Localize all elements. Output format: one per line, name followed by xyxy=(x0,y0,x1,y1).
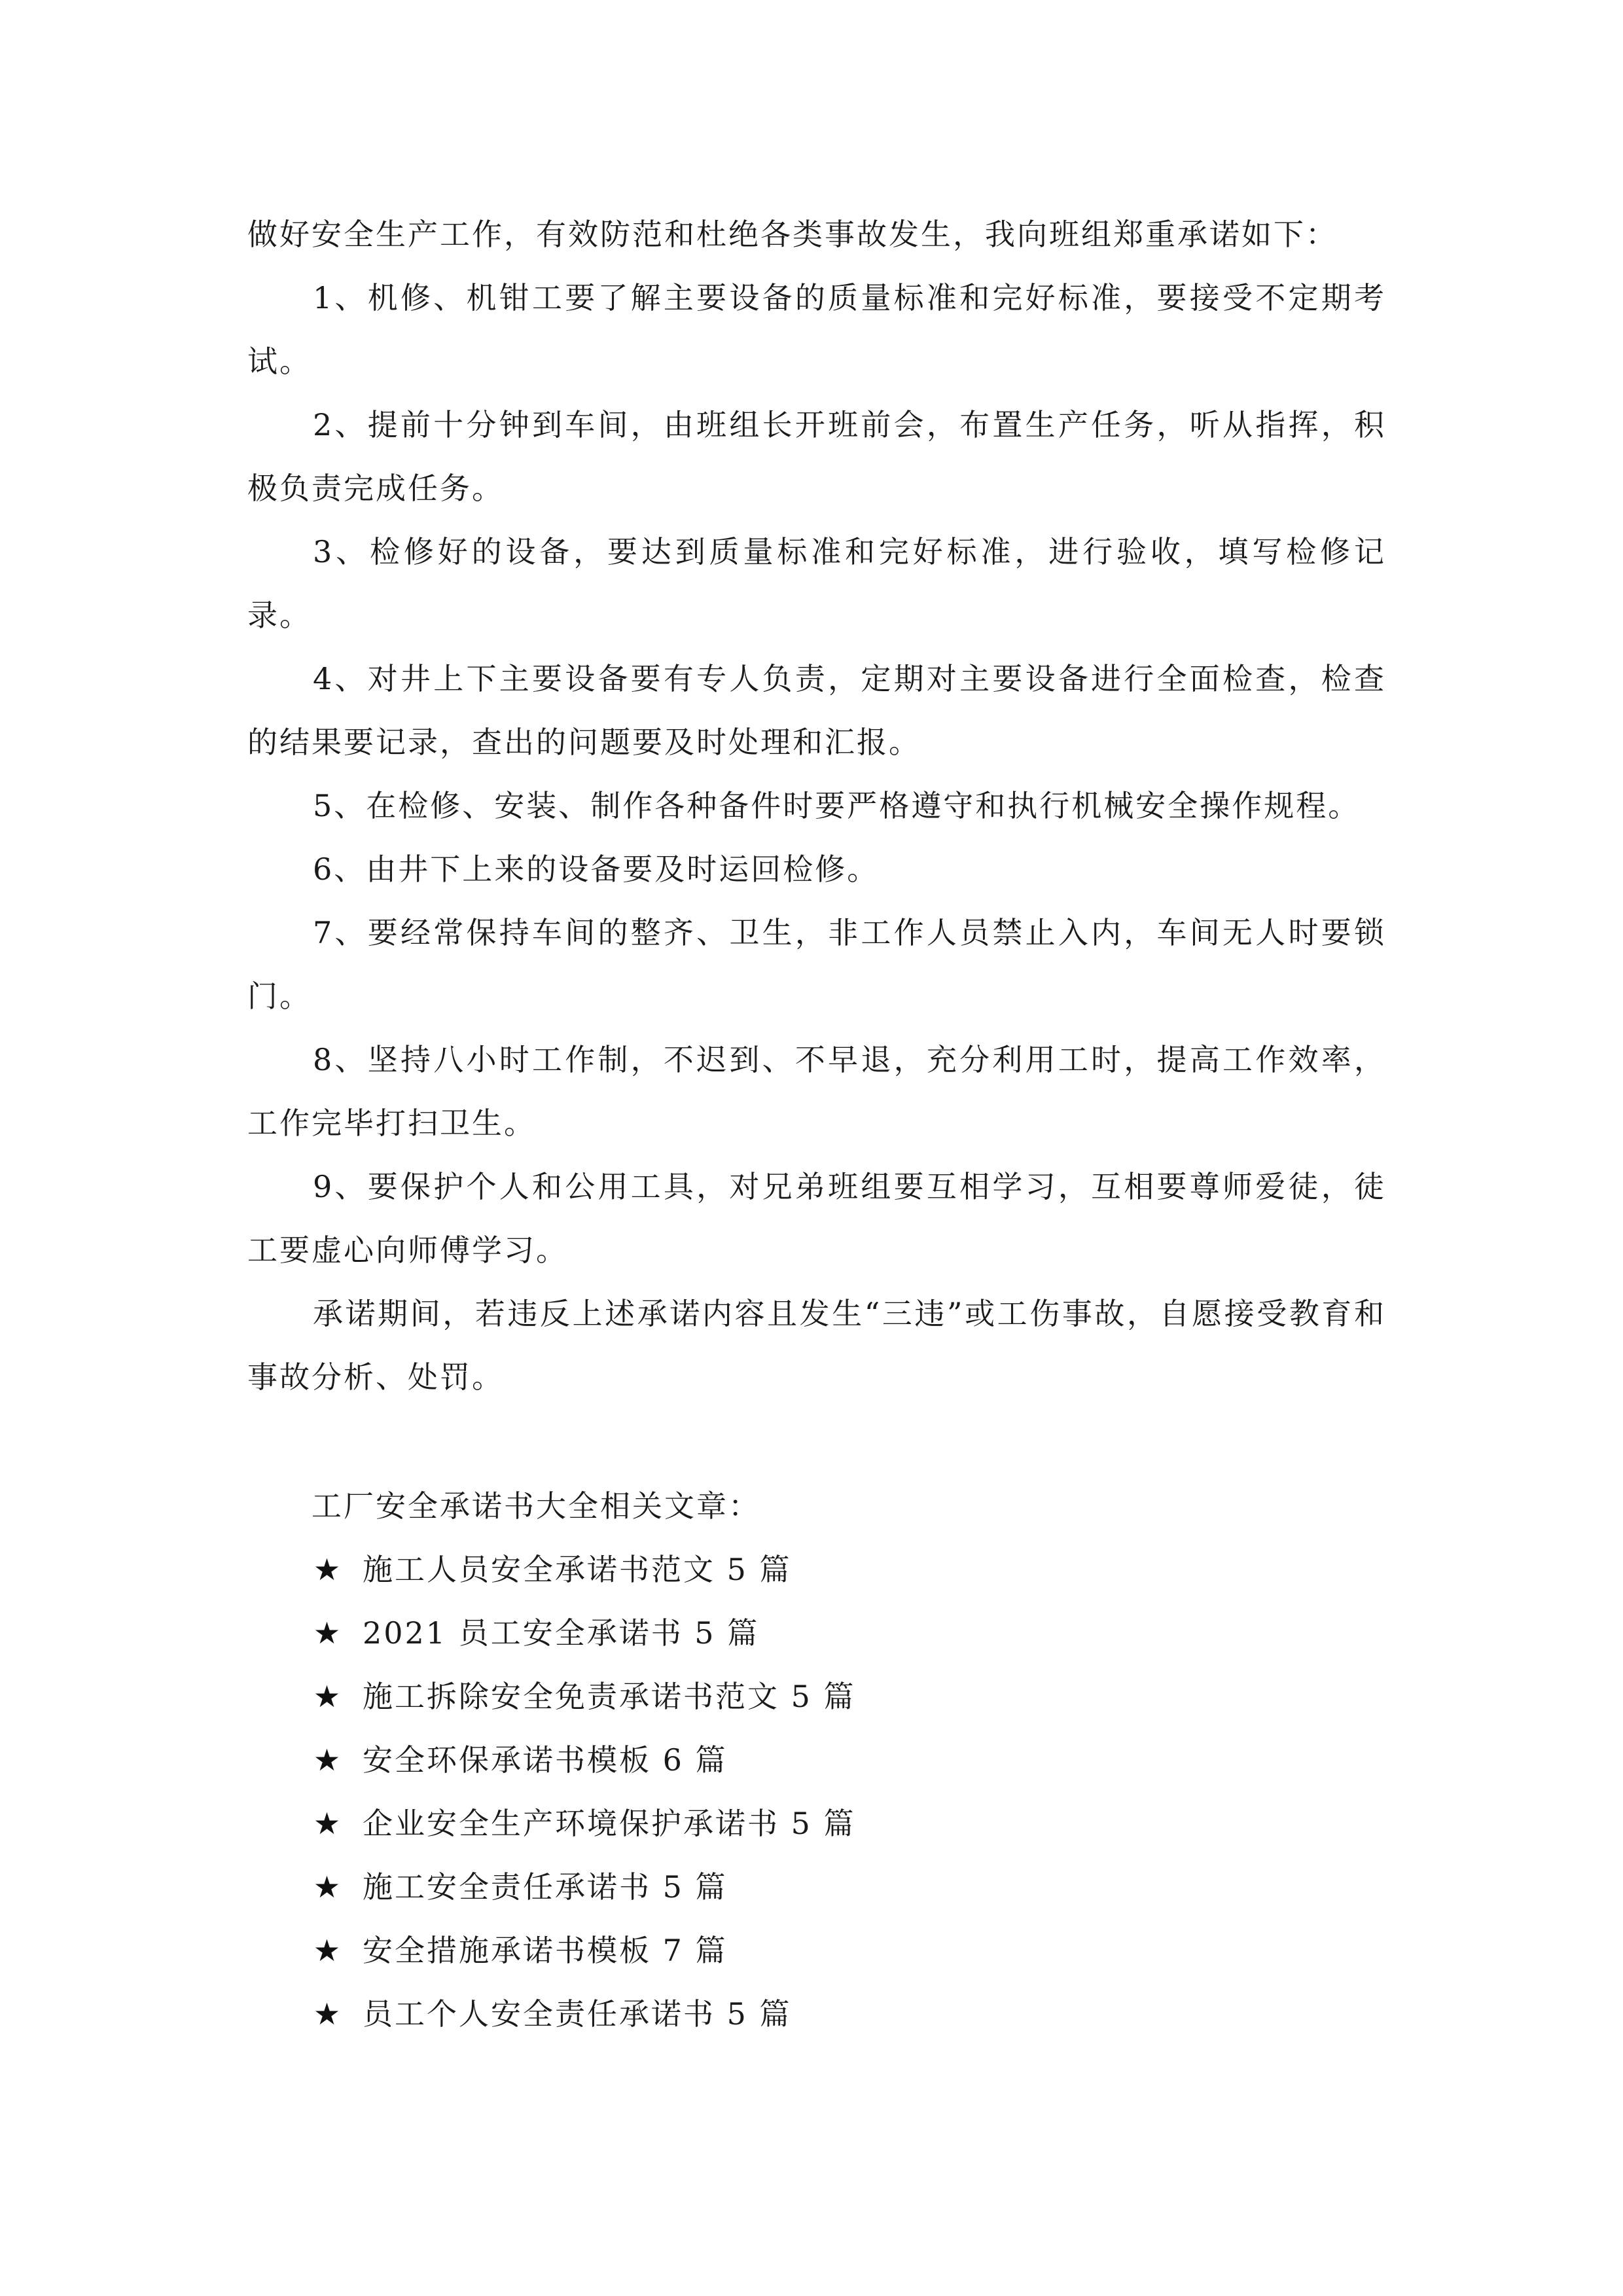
commitment-body xyxy=(247,203,1386,1409)
related-article-title: 施工人员安全承诺书范文 5 篇 xyxy=(363,1552,792,1587)
star-icon: ★ xyxy=(313,1742,343,1778)
star-icon: ★ xyxy=(313,1552,343,1587)
commitment-item-4: 4、对井上下主要设备要有专人负责，定期对主要设备进行全面检查，检查的结果要记录，查出的问题要及时处理和汇报。 xyxy=(247,661,1386,760)
intro-paragraph: 做好安全生产工作，有效防范和杜绝各类事故发生，我向班组郑重承诺如下： xyxy=(247,217,1338,252)
related-article-title: 2021 员工安全承诺书 5 篇 xyxy=(363,1615,760,1651)
related-article-title: 安全措施承诺书模板 7 篇 xyxy=(363,1933,728,1968)
closing-paragraph: 承诺期间，若违反上述承诺内容且发生“三违”或工伤事故，自愿接受教育和事故分析、处罚。 xyxy=(247,1296,1386,1395)
star-icon: ★ xyxy=(313,1679,343,1714)
commitment-item-9: 9、要保护个人和公用工具，对兄弟班组要互相学习，互相要尊师爱徒，徒工要虚心向师傅学习。 xyxy=(247,1169,1386,1268)
related-articles-heading: 工厂安全承诺书大全相关文章： xyxy=(312,1488,760,1524)
related-article-link[interactable] xyxy=(312,1665,1359,1729)
related-article-link[interactable] xyxy=(312,1538,1359,1602)
related-article-link[interactable] xyxy=(312,1602,1359,1665)
commitment-item-3: 3、检修好的设备，要达到质量标准和完好标准，进行验收，填写检修记录。 xyxy=(247,534,1386,633)
star-icon: ★ xyxy=(313,1996,343,2032)
star-icon: ★ xyxy=(313,1615,343,1651)
related-article-title: 施工拆除安全免责承诺书范文 5 篇 xyxy=(363,1679,856,1714)
related-article-title: 员工个人安全责任承诺书 5 篇 xyxy=(363,1996,792,2032)
related-articles-list xyxy=(312,1538,1359,2046)
commitment-item-1: 1、机修、机钳工要了解主要设备的质量标准和完好标准，要接受不定期考试。 xyxy=(247,280,1386,379)
star-icon: ★ xyxy=(313,1869,343,1905)
related-article-link[interactable] xyxy=(312,1919,1359,1982)
related-article-link[interactable] xyxy=(312,1856,1359,1919)
related-articles xyxy=(312,1475,1359,2046)
related-article-title: 企业安全生产环境保护承诺书 5 篇 xyxy=(363,1806,856,1841)
commitment-item-6: 6、由井下上来的设备要及时运回检修。 xyxy=(313,852,880,887)
related-article-title: 安全环保承诺书模板 6 篇 xyxy=(363,1742,728,1778)
related-article-link[interactable] xyxy=(312,1982,1359,2046)
related-article-title: 施工安全责任承诺书 5 篇 xyxy=(363,1869,728,1905)
commitment-item-8: 8、坚持八小时工作制，不迟到、不早退，充分利用工时，提高工作效率，工作完毕打扫卫生。 xyxy=(247,1042,1386,1141)
star-icon: ★ xyxy=(313,1933,343,1968)
commitment-item-5: 5、在检修、安装、制作各种备件时要严格遵守和执行机械安全操作规程。 xyxy=(313,788,1361,823)
star-icon: ★ xyxy=(313,1806,343,1841)
related-article-link[interactable] xyxy=(312,1729,1359,1792)
commitment-item-2: 2、提前十分钟到车间，由班组长开班前会，布置生产任务，听从指挥，积极负责完成任务。 xyxy=(247,407,1386,506)
commitment-item-7: 7、要经常保持车间的整齐、卫生，非工作人员禁止入内，车间无人时要锁门。 xyxy=(247,915,1386,1014)
related-article-link[interactable] xyxy=(312,1792,1359,1856)
